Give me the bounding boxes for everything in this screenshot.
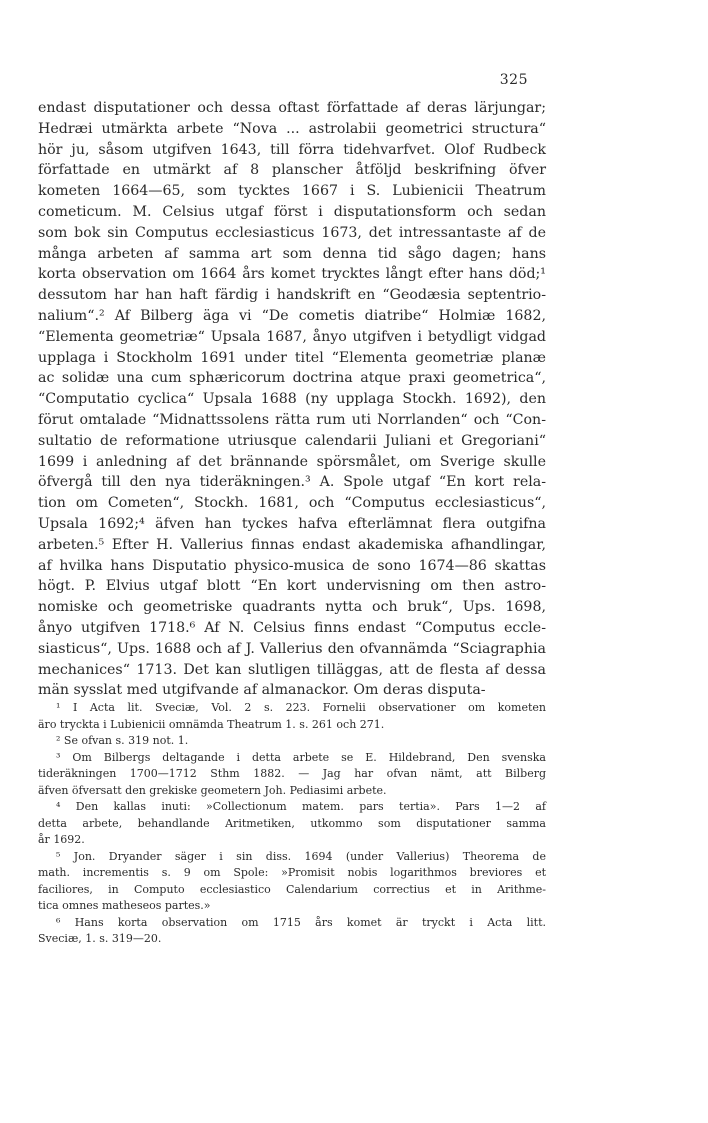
page-number: 325	[499, 72, 528, 88]
text-line: ac solidæ una cum sphæricorum doctrina atque praxi geometrica“,	[38, 370, 546, 387]
text-line: Upsala 1692;⁴ äfven han tyckes hafva efterlämnat flera outgifna	[38, 515, 546, 532]
text-line: endast disputationer och dessa oftast författade af deras lärjungar;	[38, 100, 546, 116]
footnote-line: ² Se ofvan s. 319 not. 1.	[56, 734, 189, 747]
text-line: siasticus“, Ups. 1688 och af J. Vallerius den ofvannämda “Sciagraphia	[38, 640, 546, 657]
footnote-line: faciliores, in Computo ecclesiastico Calendarium correctius et in Arithme-	[38, 882, 546, 896]
text-line: mechanices“ 1713. Det kan slutligen tilläggas, att de flesta af dessa	[38, 661, 546, 678]
text-line: cometicum. M. Celsius utgaf först i disputationsform och sedan	[38, 203, 546, 220]
text-line: högt. P. Elvius utgaf blott “En kort undervisning om then astro-	[38, 578, 546, 595]
footnote-line: ⁵ Jon. Dryander säger i sin diss. 1694 (under Vallerius) Theorema de	[56, 849, 546, 863]
text-line: många arbeten af samma art som denna tid sågo dagen; hans	[38, 245, 546, 262]
text-line: tion om Cometen“, Stockh. 1681, och “Computus ecclesiasticus“,	[38, 495, 546, 512]
text-line: 1699 i anledning af det brännande spörsmålet, om Sverige skulle	[38, 453, 546, 470]
footnote-line: år 1692.	[38, 833, 85, 846]
text-line: kometen 1664—65, som tycktes 1667 i S. Lubienicii Theatrum	[38, 183, 546, 200]
text-line: män sysslat med utgifvande af almanackor. Om deras disputa-	[38, 682, 486, 699]
text-line: öfvergå till den nya tideräkningen.³ A. Spole utgaf “En kort rela-	[38, 474, 546, 491]
footnote-line: äro tryckta i Lubienicii omnämda Theatrum 1. s. 261 och 271.	[38, 717, 385, 731]
text-line: upplaga i Stockholm 1691 under titel “Elementa geometriæ planæ	[38, 349, 546, 366]
footnote-line: ⁶ Hans korta observation om 1715 års komet är tryckt i Acta litt.	[56, 915, 546, 929]
text-line: hör ju, såsom utgifven 1643, till förra tidehvarfvet. Olof Rudbeck	[38, 141, 546, 158]
footnote-line: ¹ I Acta lit. Sveciæ, Vol. 2 s. 223. Fornelii observationer om kometen	[56, 701, 546, 714]
text-line: Hedræi utmärkta arbete “Nova ... astrolabii geometrici structura“	[38, 120, 546, 137]
body-text	[38, 98, 546, 701]
footnote-line: tideräkningen 1700—1712 Sthm 1882. — Jag har ofvan nämt, att Bilberg	[38, 767, 546, 780]
text-line: förut omtalade “Midnattssolens rätta rum uti Norrlanden“ och “Con-	[38, 411, 546, 428]
text-line: nomiske och geometriske quadrants nytta och bruk“, Ups. 1698,	[38, 599, 546, 616]
text-line: “Computatio cyclica“ Upsala 1688 (ny upplaga Stockh. 1692), den	[38, 391, 546, 408]
footnote-line: math. incrementis s. 9 om Spole: »Promisit nobis logarithmos breviores et	[38, 866, 546, 879]
text-line: författade en utmärkt af 8 planscher åtföljd beskrifning öfver	[38, 162, 546, 179]
text-line: dessutom har han haft färdig i handskrift en “Geodæsia septentrio-	[38, 287, 546, 304]
text-line: korta observation om 1664 års komet trycktes långt efter hans död;¹	[38, 266, 546, 283]
text-line: “Elementa geometriæ“ Upsala 1687, ånyo utgifven i betydligt vidgad	[38, 328, 546, 345]
text-line: arbeten.⁵ Efter H. Vallerius finnas endast akademiska afhandlingar,	[38, 536, 546, 553]
text-line: som bok sin Computus ecclesiasticus 1673, det intressantaste af de	[38, 224, 546, 241]
footnote-line: äfven öfversatt den grekiske geometern Joh. Pediasimi arbete.	[38, 783, 387, 797]
footnote-line: ³ Om Bilbergs deltagande i detta arbete se E. Hildebrand, Den svenska	[56, 750, 546, 764]
footnote-line: tica omnes matheseos partes.»	[38, 899, 211, 912]
footnotes	[38, 700, 546, 948]
text-line: af hvilka hans Disputatio physico-musica de sono 1674—86 skattas	[38, 557, 546, 574]
footnote-line: Sveciæ, 1. s. 319—20.	[38, 932, 162, 945]
footnote-line: ⁴ Den kallas inuti: »Collectionum matem. pars tertia». Pars 1—2 af	[56, 800, 546, 813]
text-line: nalium“.² Af Bilberg äga vi “De cometis diatribe“ Holmiæ 1682,	[38, 307, 546, 324]
footnote-line: detta arbete, behandlande Aritmetiken, utkommo som disputationer samma	[38, 816, 546, 830]
text-line: sultatio de reformatione utriusque calendarii Juliani et Gregoriani“	[38, 432, 546, 449]
text-line: ånyo utgifven 1718.⁶ Af N. Celsius finns endast “Computus eccle-	[38, 619, 546, 636]
